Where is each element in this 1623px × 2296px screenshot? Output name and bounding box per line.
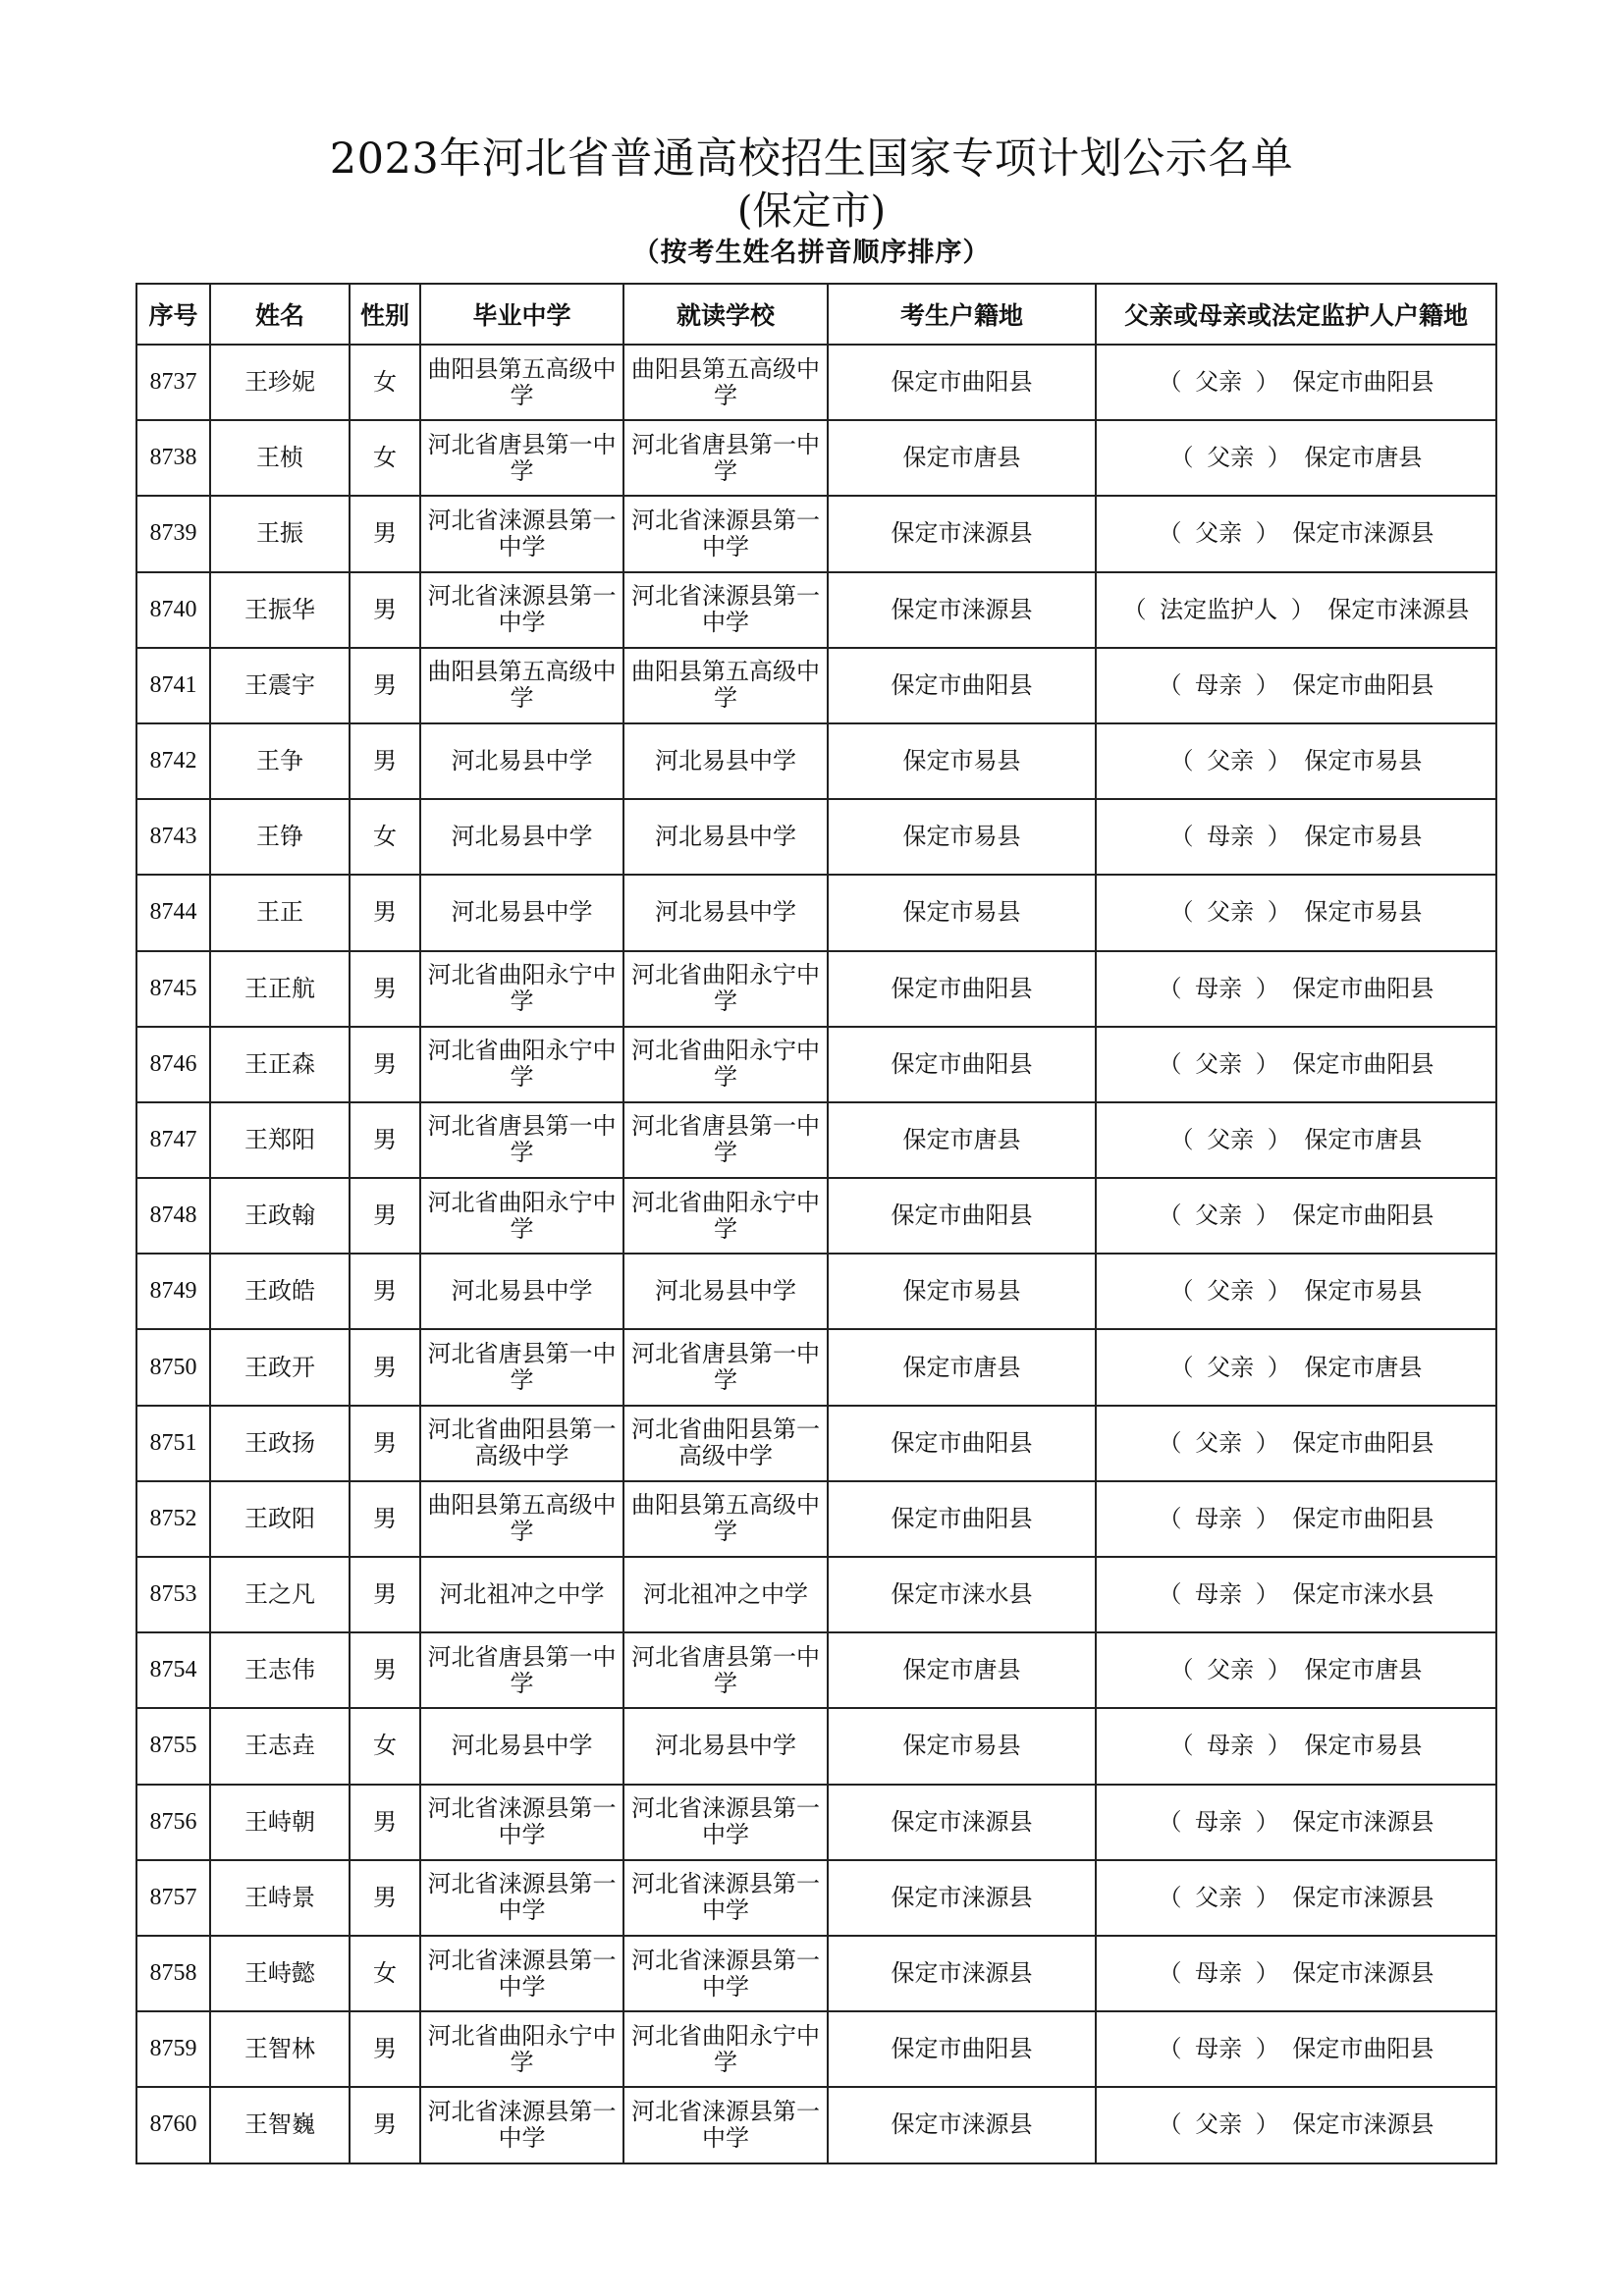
cell-current-school: 河北省曲阳永宁中学 — [623, 951, 828, 1027]
cell-name: 王郑阳 — [210, 1102, 350, 1178]
cell-seq: 8758 — [136, 1936, 210, 2011]
cell-gender: 男 — [350, 1632, 420, 1708]
cell-name: 王政开 — [210, 1329, 350, 1405]
cell-name: 王珍妮 — [210, 345, 350, 420]
cell-grad-school: 河北省涞源县第一中学 — [420, 1936, 623, 2011]
cell-gender: 女 — [350, 1936, 420, 2011]
cell-hukou: 保定市唐县 — [828, 1102, 1096, 1178]
cell-gender: 男 — [350, 723, 420, 799]
cell-grad-school: 河北省涞源县第一中学 — [420, 1785, 623, 1860]
cell-seq: 8741 — [136, 648, 210, 723]
cell-name: 王震宇 — [210, 648, 350, 723]
table-row — [136, 1254, 1496, 1329]
cell-grad-school: 河北省曲阳永宁中学 — [420, 1027, 623, 1102]
cell-current-school: 河北省涞源县第一中学 — [623, 572, 828, 648]
cell-grad-school: 曲阳县第五高级中学 — [420, 1481, 623, 1557]
cell-guardian-hukou: （ 母亲 ） 保定市易县 — [1096, 799, 1496, 875]
header-name: 姓名 — [210, 284, 350, 345]
cell-seq: 8739 — [136, 496, 210, 571]
cell-name: 王正森 — [210, 1027, 350, 1102]
cell-guardian-hukou: （ 父亲 ） 保定市易县 — [1096, 723, 1496, 799]
cell-guardian-hukou: （ 父亲 ） 保定市唐县 — [1096, 1632, 1496, 1708]
cell-seq: 8737 — [136, 345, 210, 420]
cell-current-school: 河北省唐县第一中学 — [623, 1102, 828, 1178]
cell-name: 王振华 — [210, 572, 350, 648]
cell-guardian-hukou: （ 父亲 ） 保定市曲阳县 — [1096, 1178, 1496, 1254]
cell-current-school: 河北省曲阳县第一高级中学 — [623, 1406, 828, 1481]
cell-hukou: 保定市易县 — [828, 875, 1096, 950]
cell-hukou: 保定市曲阳县 — [828, 1027, 1096, 1102]
cell-hukou: 保定市涞源县 — [828, 1860, 1096, 1936]
cell-guardian-hukou: （ 父亲 ） 保定市涞源县 — [1096, 1860, 1496, 1936]
cell-current-school: 河北省曲阳永宁中学 — [623, 1027, 828, 1102]
cell-current-school: 河北省唐县第一中学 — [623, 420, 828, 496]
sort-note: （按考生姓名拼音顺序排序） — [632, 238, 991, 268]
cell-hukou: 保定市涞源县 — [828, 1785, 1096, 1860]
cell-current-school: 河北省涞源县第一中学 — [623, 1785, 828, 1860]
cell-hukou: 保定市涞源县 — [828, 496, 1096, 571]
cell-current-school: 河北省涞源县第一中学 — [623, 2087, 828, 2163]
cell-grad-school: 河北省曲阳永宁中学 — [420, 951, 623, 1027]
cell-grad-school: 河北易县中学 — [420, 875, 623, 950]
document-subtitle: (保定市) — [736, 188, 887, 234]
cell-hukou: 保定市易县 — [828, 723, 1096, 799]
cell-seq: 8748 — [136, 1178, 210, 1254]
cell-guardian-hukou: （ 父亲 ） 保定市曲阳县 — [1096, 1027, 1496, 1102]
cell-gender: 男 — [350, 1785, 420, 1860]
cell-gender: 男 — [350, 1254, 420, 1329]
cell-grad-school: 河北易县中学 — [420, 1708, 623, 1784]
cell-current-school: 河北易县中学 — [623, 723, 828, 799]
cell-gender: 男 — [350, 951, 420, 1027]
cell-current-school: 河北省唐县第一中学 — [623, 1329, 828, 1405]
cell-grad-school: 河北省涞源县第一中学 — [420, 496, 623, 571]
cell-guardian-hukou: （ 父亲 ） 保定市唐县 — [1096, 420, 1496, 496]
cell-name: 王桢 — [210, 420, 350, 496]
cell-guardian-hukou: （ 父亲 ） 保定市涞源县 — [1096, 2087, 1496, 2163]
cell-current-school: 河北省曲阳永宁中学 — [623, 1178, 828, 1254]
cell-name: 王正航 — [210, 951, 350, 1027]
cell-current-school: 河北易县中学 — [623, 875, 828, 950]
cell-grad-school: 河北易县中学 — [420, 1254, 623, 1329]
cell-current-school: 河北省曲阳永宁中学 — [623, 2011, 828, 2087]
cell-grad-school: 河北省涞源县第一中学 — [420, 2087, 623, 2163]
cell-current-school: 河北省涞源县第一中学 — [623, 496, 828, 571]
cell-gender: 男 — [350, 1557, 420, 1632]
cell-name: 王之凡 — [210, 1557, 350, 1632]
cell-hukou: 保定市曲阳县 — [828, 345, 1096, 420]
cell-seq: 8744 — [136, 875, 210, 950]
cell-current-school: 河北易县中学 — [623, 1254, 828, 1329]
cell-guardian-hukou: （ 母亲 ） 保定市曲阳县 — [1096, 2011, 1496, 2087]
cell-name: 王政皓 — [210, 1254, 350, 1329]
cell-hukou: 保定市唐县 — [828, 420, 1096, 496]
cell-seq: 8754 — [136, 1632, 210, 1708]
table-row — [136, 1329, 1496, 1405]
cell-hukou: 保定市易县 — [828, 1708, 1096, 1784]
table-row — [136, 723, 1496, 799]
cell-gender: 女 — [350, 1708, 420, 1784]
cell-seq: 8750 — [136, 1329, 210, 1405]
table-row — [136, 1178, 1496, 1254]
cell-current-school: 曲阳县第五高级中学 — [623, 648, 828, 723]
cell-grad-school: 河北省曲阳永宁中学 — [420, 1178, 623, 1254]
table-row — [136, 1027, 1496, 1102]
cell-guardian-hukou: （ 母亲 ） 保定市曲阳县 — [1096, 648, 1496, 723]
table-row — [136, 648, 1496, 723]
cell-gender: 女 — [350, 420, 420, 496]
cell-grad-school: 河北省唐县第一中学 — [420, 1102, 623, 1178]
table-row — [136, 572, 1496, 648]
cell-guardian-hukou: （ 父亲 ） 保定市曲阳县 — [1096, 1406, 1496, 1481]
header-guardian-hukou: 父亲或母亲或法定监护人户籍地 — [1096, 284, 1496, 345]
cell-current-school: 河北省唐县第一中学 — [623, 1632, 828, 1708]
cell-seq: 8740 — [136, 572, 210, 648]
table-row — [136, 951, 1496, 1027]
cell-guardian-hukou: （ 父亲 ） 保定市唐县 — [1096, 1329, 1496, 1405]
cell-hukou: 保定市唐县 — [828, 1632, 1096, 1708]
cell-gender: 女 — [350, 799, 420, 875]
cell-name: 王智林 — [210, 2011, 350, 2087]
cell-gender: 男 — [350, 648, 420, 723]
cell-seq: 8759 — [136, 2011, 210, 2087]
cell-name: 王政翰 — [210, 1178, 350, 1254]
cell-name: 王智巍 — [210, 2087, 350, 2163]
cell-grad-school: 河北省唐县第一中学 — [420, 420, 623, 496]
cell-guardian-hukou: （ 父亲 ） 保定市唐县 — [1096, 1102, 1496, 1178]
cell-name: 王峙懿 — [210, 1936, 350, 2011]
cell-hukou: 保定市曲阳县 — [828, 648, 1096, 723]
table-row — [136, 1936, 1496, 2011]
cell-name: 王志垚 — [210, 1708, 350, 1784]
cell-gender: 男 — [350, 875, 420, 950]
header-gender: 性别 — [350, 284, 420, 345]
cell-gender: 男 — [350, 2011, 420, 2087]
table-row — [136, 1481, 1496, 1557]
cell-grad-school: 曲阳县第五高级中学 — [420, 648, 623, 723]
table-row — [136, 345, 1496, 420]
cell-guardian-hukou: （ 母亲 ） 保定市曲阳县 — [1096, 951, 1496, 1027]
table-row — [136, 799, 1496, 875]
cell-gender: 男 — [350, 1027, 420, 1102]
cell-grad-school: 河北省曲阳县第一高级中学 — [420, 1406, 623, 1481]
table-row — [136, 1632, 1496, 1708]
cell-guardian-hukou: （ 法定监护人 ） 保定市涞源县 — [1096, 572, 1496, 648]
cell-guardian-hukou: （ 父亲 ） 保定市曲阳县 — [1096, 345, 1496, 420]
cell-grad-school: 河北易县中学 — [420, 723, 623, 799]
cell-seq: 8756 — [136, 1785, 210, 1860]
cell-guardian-hukou: （ 母亲 ） 保定市曲阳县 — [1096, 1481, 1496, 1557]
cell-gender: 男 — [350, 2087, 420, 2163]
cell-grad-school: 河北省涞源县第一中学 — [420, 572, 623, 648]
cell-name: 王政阳 — [210, 1481, 350, 1557]
cell-seq: 8743 — [136, 799, 210, 875]
cell-seq: 8755 — [136, 1708, 210, 1784]
cell-gender: 男 — [350, 1102, 420, 1178]
table-row — [136, 1102, 1496, 1178]
cell-name: 王峙朝 — [210, 1785, 350, 1860]
cell-current-school: 曲阳县第五高级中学 — [623, 345, 828, 420]
cell-seq: 8757 — [136, 1860, 210, 1936]
cell-current-school: 河北祖冲之中学 — [623, 1557, 828, 1632]
cell-hukou: 保定市曲阳县 — [828, 2011, 1096, 2087]
cell-current-school: 河北易县中学 — [623, 1708, 828, 1784]
table-row — [136, 1860, 1496, 1936]
cell-current-school: 河北省涞源县第一中学 — [623, 1936, 828, 2011]
cell-seq: 8746 — [136, 1027, 210, 1102]
cell-grad-school: 河北祖冲之中学 — [420, 1557, 623, 1632]
table-row — [136, 875, 1496, 950]
cell-seq: 8760 — [136, 2087, 210, 2163]
cell-guardian-hukou: （ 母亲 ） 保定市涞水县 — [1096, 1557, 1496, 1632]
cell-guardian-hukou: （ 父亲 ） 保定市易县 — [1096, 1254, 1496, 1329]
cell-gender: 女 — [350, 345, 420, 420]
cell-current-school: 河北省涞源县第一中学 — [623, 1860, 828, 1936]
header-hukou: 考生户籍地 — [828, 284, 1096, 345]
cell-gender: 男 — [350, 1406, 420, 1481]
cell-grad-school: 曲阳县第五高级中学 — [420, 345, 623, 420]
cell-gender: 男 — [350, 1860, 420, 1936]
cell-grad-school: 河北易县中学 — [420, 799, 623, 875]
table-row — [136, 420, 1496, 496]
cell-seq: 8751 — [136, 1406, 210, 1481]
cell-name: 王争 — [210, 723, 350, 799]
cell-guardian-hukou: （ 父亲 ） 保定市易县 — [1096, 875, 1496, 950]
cell-seq: 8749 — [136, 1254, 210, 1329]
cell-hukou: 保定市涞源县 — [828, 1936, 1096, 2011]
cell-seq: 8738 — [136, 420, 210, 496]
cell-current-school: 曲阳县第五高级中学 — [623, 1481, 828, 1557]
cell-grad-school: 河北省涞源县第一中学 — [420, 1860, 623, 1936]
cell-seq: 8745 — [136, 951, 210, 1027]
table-row — [136, 2011, 1496, 2087]
cell-gender: 男 — [350, 1329, 420, 1405]
cell-name: 王铮 — [210, 799, 350, 875]
cell-guardian-hukou: （ 母亲 ） 保定市涞源县 — [1096, 1936, 1496, 2011]
cell-grad-school: 河北省唐县第一中学 — [420, 1632, 623, 1708]
table-row — [136, 1406, 1496, 1481]
table-row — [136, 496, 1496, 571]
cell-hukou: 保定市曲阳县 — [828, 951, 1096, 1027]
cell-gender: 男 — [350, 496, 420, 571]
roster-table — [135, 283, 1497, 2164]
cell-grad-school: 河北省唐县第一中学 — [420, 1329, 623, 1405]
cell-name: 王振 — [210, 496, 350, 571]
cell-hukou: 保定市易县 — [828, 1254, 1096, 1329]
cell-hukou: 保定市易县 — [828, 799, 1096, 875]
cell-guardian-hukou: （ 父亲 ） 保定市涞源县 — [1096, 496, 1496, 571]
cell-guardian-hukou: （ 母亲 ） 保定市易县 — [1096, 1708, 1496, 1784]
table-row — [136, 1708, 1496, 1784]
cell-seq: 8752 — [136, 1481, 210, 1557]
cell-grad-school: 河北省曲阳永宁中学 — [420, 2011, 623, 2087]
table-row — [136, 1557, 1496, 1632]
table-row — [136, 2087, 1496, 2163]
cell-hukou: 保定市涞源县 — [828, 572, 1096, 648]
header-grad-school: 毕业中学 — [420, 284, 623, 345]
cell-name: 王峙景 — [210, 1860, 350, 1936]
header-seq: 序号 — [136, 284, 210, 345]
cell-gender: 男 — [350, 1178, 420, 1254]
cell-gender: 男 — [350, 1481, 420, 1557]
header-current-school: 就读学校 — [623, 284, 828, 345]
cell-hukou: 保定市曲阳县 — [828, 1178, 1096, 1254]
cell-hukou: 保定市唐县 — [828, 1329, 1096, 1405]
cell-current-school: 河北易县中学 — [623, 799, 828, 875]
cell-seq: 8747 — [136, 1102, 210, 1178]
table-body — [136, 345, 1496, 2163]
document-title: 2023年河北省普通高校招生国家专项计划公示名单 — [329, 134, 1294, 184]
cell-seq: 8742 — [136, 723, 210, 799]
cell-hukou: 保定市涞源县 — [828, 2087, 1096, 2163]
cell-hukou: 保定市涞水县 — [828, 1557, 1096, 1632]
cell-seq: 8753 — [136, 1557, 210, 1632]
cell-name: 王政扬 — [210, 1406, 350, 1481]
table-header-row — [136, 284, 1496, 345]
table-row — [136, 1785, 1496, 1860]
cell-name: 王正 — [210, 875, 350, 950]
cell-hukou: 保定市曲阳县 — [828, 1481, 1096, 1557]
cell-guardian-hukou: （ 母亲 ） 保定市涞源县 — [1096, 1785, 1496, 1860]
cell-name: 王志伟 — [210, 1632, 350, 1708]
cell-hukou: 保定市曲阳县 — [828, 1406, 1096, 1481]
cell-gender: 男 — [350, 572, 420, 648]
